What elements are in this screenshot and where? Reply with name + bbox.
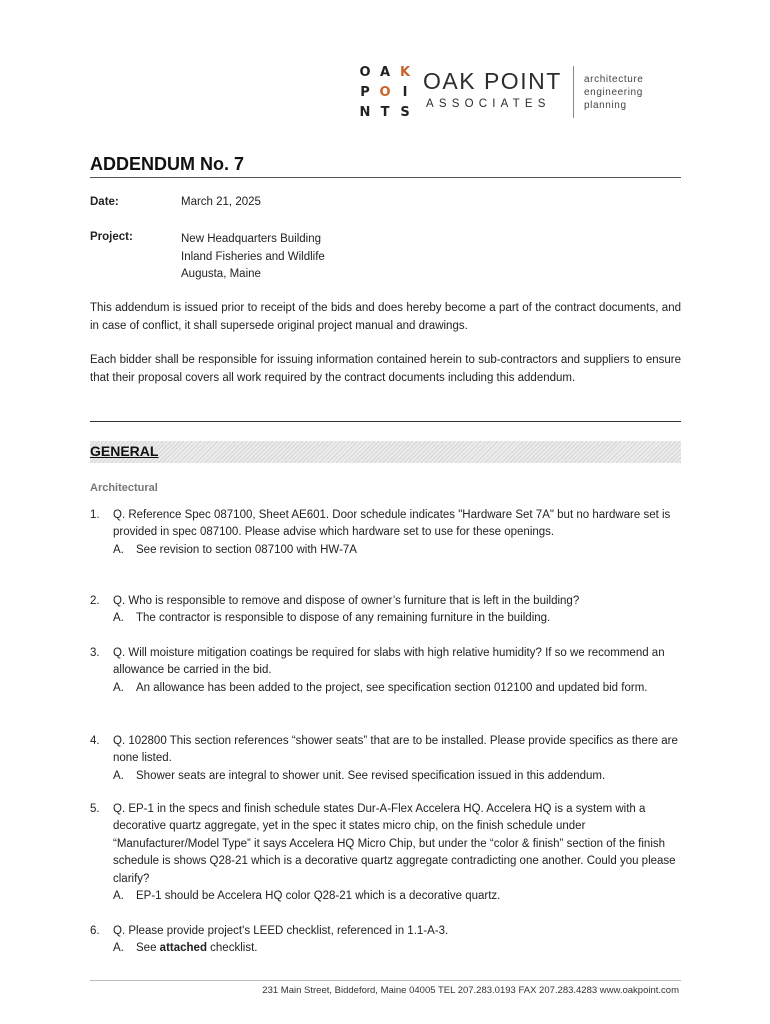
logo-letter: S [400,105,410,120]
title-divider [90,177,681,178]
list-item [90,507,681,559]
list-item [90,593,681,628]
item-answer [113,680,681,697]
intro-paragraph: This addendum is issued prior to receipt of the bids and does hereby become a part of the contract documents, and in case of conflict, it shall supersede original project manual and drawings. [90,302,681,332]
item-question: Q. Please provide project's LEED checklist, referenced in 1.1-A-3. [113,925,449,937]
section-divider [90,421,681,422]
item-answer [113,888,681,905]
logo-letter: P [360,85,370,100]
page-title: ADDENDUM No. 7 [90,154,245,174]
tagline-line: engineering [584,87,643,98]
tagline-line: architecture [584,74,644,85]
intro-paragraph: Each bidder shall be responsible for issuing information contained herein to sub-contractors and suppliers to ensure that their proposal covers all work required by the contract documents including this addendum. [90,354,681,384]
logo-letter: I [402,85,408,100]
answer-text: An allowance has been added to the project, see specification section 012100 and updated bid form. [136,681,648,694]
item-number: 1. [90,509,100,521]
section-title: GENERAL [90,443,159,459]
answer-text: See revision to section 087100 with HW-7A [136,543,357,556]
answer-letter: A. [113,890,124,903]
logo-letter: K [399,65,411,80]
logo-mark [358,64,412,120]
logo-divider [573,66,574,118]
item-number: 6. [90,925,100,937]
list-item [90,733,681,785]
item-question: Q. Reference Spec 087100, Sheet AE601. Door schedule indicates "Hardware Set 7A" but no hardware set is provided in spec 087100. Please advise which hardware set to use for these openings. [113,509,671,539]
project-line: New Headquarters Building [181,233,321,245]
item-question: Q. EP-1 in the specs and finish schedule states Dur-A-Flex Accelera HQ. Accelera HQ is a system with a decorative quartz aggregate, yet in the spec it states micro chip, on the finish schedule under “Manufacturer/Model Type” it says Accelera HQ Micro Chip, but under the “color & finish” section of the finish schedule is shows Q28-21 which is a decorative quartz aggregate contradicting one another. Could you please clarify? [113,803,676,885]
item-answer [113,542,681,559]
item-question: Q. 102800 This section references “shower seats” that are to be installed. Please provide specifics as there are none listed. [113,735,678,765]
project-label: Project: [90,231,133,243]
answer-letter: A. [113,612,124,625]
project-line: Augusta, Maine [181,268,261,280]
item-number: 4. [90,735,100,747]
item-number: 3. [90,647,100,659]
answer-letter: A. [113,769,124,782]
company-tagline [584,73,643,112]
item-question: Q. Who is responsible to remove and dispose of owner’s furniture that is left in the building? [113,595,580,607]
company-name: OAK POINT [423,68,562,94]
logo-letter: N [359,105,371,120]
date-value: March 21, 2025 [181,196,261,208]
logo-letter: T [380,105,390,120]
company-logo [358,64,678,124]
footer-address: 231 Main Street, Biddeford, Maine 04005 TEL 207.283.0193 FAX 207.283.4283 www.oakpoint.com [262,985,679,996]
list-item [90,923,681,958]
item-answer [113,940,681,957]
answer-text-bold: attached [159,942,207,955]
answer-text: EP-1 should be Accelera HQ color Q28-21 which is a decorative quartz. [136,890,501,903]
project-value [181,231,325,284]
item-question: Q. Will moisture mitigation coatings be required for slabs with high relative humidity? If so we recommend an allowance be carried in the bid. [113,647,665,677]
section-header-bar [90,441,681,463]
answer-letter: A. [113,681,124,694]
logo-letter: O [379,85,391,100]
logo-letter: O [359,65,371,80]
answer-letter: A. [113,942,124,955]
item-number: 2. [90,595,100,607]
answer-text: Shower seats are integral to shower unit. See revised specification issued in this addendum. [136,769,606,782]
date-label: Date: [90,196,119,208]
logo-letter: A [379,65,391,80]
section-subheading: Architectural [90,482,158,494]
item-number: 5. [90,803,100,815]
answer-letter: A. [113,543,124,556]
item-answer [113,610,681,627]
answer-text-pre: See [136,942,160,955]
tagline-line: planning [584,100,627,111]
company-subtitle: ASSOCIATES [426,98,551,110]
answer-text-post: checklist. [206,942,258,955]
project-line: Inland Fisheries and Wildlife [181,250,325,263]
footer-divider [90,980,681,981]
answer-text: The contractor is responsible to dispose of any remaining furniture in the building. [136,612,551,625]
item-answer [113,768,681,785]
list-item [90,801,681,905]
list-item [90,645,681,697]
